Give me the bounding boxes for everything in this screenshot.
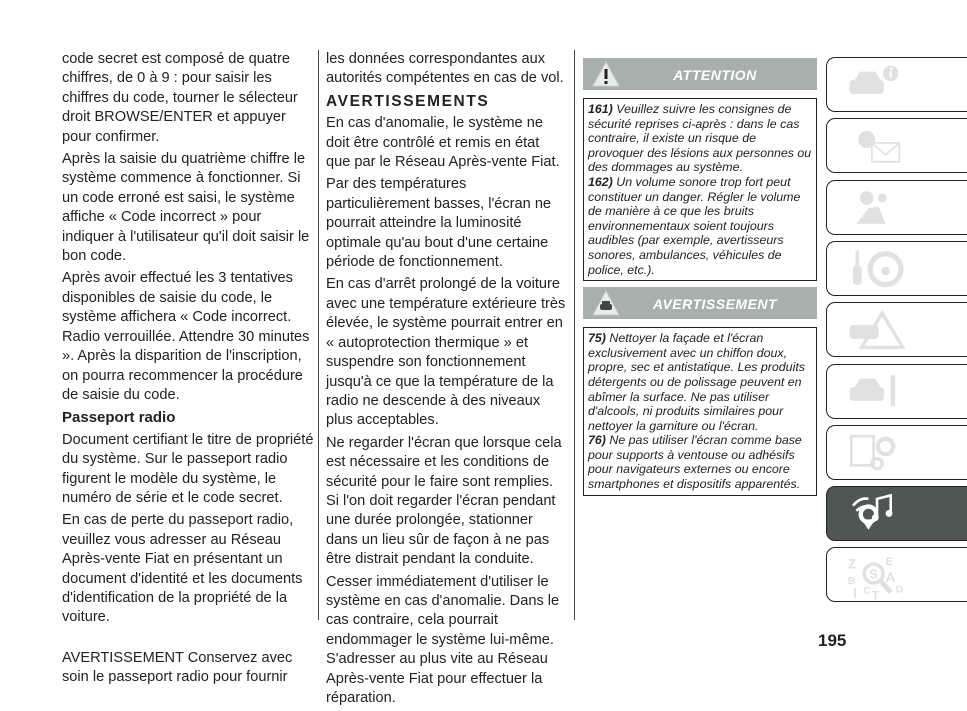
chapter-tab-technical-data[interactable] xyxy=(826,425,967,480)
note-text: Veuillez suivre les consignes de sécurité reprises ci-après : dans le cas contraire, il existe un risque de provoquer des lésions aux personnes ou des dommages au système. xyxy=(588,102,812,175)
section-heading: AVERTISSEMENTS xyxy=(326,92,490,110)
page-number: 195 xyxy=(818,631,847,650)
multimedia-icon xyxy=(837,492,917,540)
paragraph: Par des températures particulièrement basses, l'écran ne pourrait atteindre la luminosité optimale qu'au bout d'une certaine période de fonctionnement. xyxy=(326,176,552,271)
warnings-column xyxy=(583,58,817,496)
column-divider xyxy=(318,50,319,620)
note-number: 75) xyxy=(588,331,606,346)
svg-text:A: A xyxy=(885,570,896,586)
attention-box xyxy=(583,98,817,281)
chapter-tab-warning-lights[interactable] xyxy=(826,118,967,173)
chapter-tab-multimedia[interactable] xyxy=(826,486,967,541)
car-maintenance-icon xyxy=(837,370,917,418)
chapter-tab-emergency[interactable] xyxy=(826,302,967,357)
paragraph: les données correspondantes aux autorités compétentes en cas de vol. xyxy=(326,51,564,87)
section-heading: Passeport radio xyxy=(62,409,176,427)
svg-text:I: I xyxy=(853,585,857,601)
chapter-tab-index[interactable] xyxy=(826,547,967,602)
warning-lights-icon xyxy=(837,124,917,172)
note-item xyxy=(588,175,812,277)
note-text: Un volume sonore trop fort peut constituer un danger. Régler le volume de manière à ce que les bruits environnementaux soient toujours audibles (par exemple, avertisseurs sonores, ambulances, véhicules de police, etc.). xyxy=(588,174,801,277)
paragraph: Ne regarder l'écran que lorsque cela est nécessaire et les conditions de sécurité pour le faire sont remplies. Si l'on doit regarder l'écran pendant une durée prolongée, stationner dans un lieu sûr de façon à ne pas être distrait pendant la conduite. xyxy=(326,434,562,568)
chapter-tab-key-steering[interactable] xyxy=(826,241,967,296)
column-divider xyxy=(574,50,575,620)
svg-text:D: D xyxy=(895,584,904,596)
chapter-tab-car-maintenance[interactable] xyxy=(826,364,967,419)
attention-title: ATTENTION xyxy=(673,67,757,83)
index-icon xyxy=(837,553,917,601)
note-text: Nettoyer la façade et l'écran exclusivement avec un chiffon doux, propre, sec et antistatique. Les produits détergents ou de polissage peuvent en abîmer la surface. Ne pas utiliser d'alcools, ni produits similaires pour nettoyer la garniture ou l'écran. xyxy=(588,331,805,433)
paragraph: Après la saisie du quatrième chiffre le système commence à fonctionner. Si un code erroné est saisi, le système affiche « Code incorrect » pour indiquer à l'utilisateur qu'il doit saisir le bon code. xyxy=(62,151,310,265)
paragraph: Document certifiant le titre de propriété du système. Sur le passeport radio figurent le modèle du système, le numéro de série et le code secret. xyxy=(62,431,314,506)
note-item xyxy=(588,433,812,491)
note-number: 76) xyxy=(588,433,606,448)
note-number: 161) xyxy=(588,102,613,116)
paragraph: En cas de perte du passeport radio, veuillez vous adresser au Réseau Après-vente Fiat en présentant un document d'identité et les documents d'identification de la propriété de la voiture. xyxy=(62,512,303,626)
note-item xyxy=(588,331,812,433)
column-1 xyxy=(62,50,314,691)
paragraph: En cas d'anomalie, le système ne doit être contrôlé et remis en état que par le Réseau Après-vente Fiat. xyxy=(326,115,560,171)
svg-text:C: C xyxy=(863,586,871,598)
key-steering-icon xyxy=(837,247,917,295)
paragraph: code secret est composé de quatre chiffres, de 0 à 9 : pour saisir les chiffres du code, tourner le sélecteur droit BROWSE/ENTER et appuyer pour confirmer. xyxy=(62,51,298,145)
emergency-icon xyxy=(837,308,917,356)
technical-data-icon xyxy=(837,431,917,479)
svg-text:B: B xyxy=(847,576,856,588)
paragraph: En cas d'arrêt prolongé de la voiture avec une température extérieure très élevée, le système pourrait entrer en « autoprotection thermique » et suspendre son fonctionnement jusqu'à ce que la température de la radio ne descende à des niveaux plus acceptables. xyxy=(326,276,566,429)
column-2 xyxy=(326,50,566,711)
note-number: 162) xyxy=(588,174,613,189)
safety-airbag-icon xyxy=(837,186,917,234)
note-text: Ne pas utiliser l'écran comme base pour supports à ventouse ou adhésifs pour navigateurs externes ou encore smartphones et dispositifs apparentés. xyxy=(588,433,802,492)
chapter-tab-car-info[interactable] xyxy=(826,57,967,112)
svg-text:S: S xyxy=(869,567,878,583)
svg-text:E: E xyxy=(885,556,893,569)
paragraph: Après avoir effectué les 3 tentatives disponibles de saisie du code, le système affichera « Code incorrect. Radio verrouillée. Attendre 30 minutes ». Après la disparition de l'inscription, on pourra recommencer la procédure de saisie du code. xyxy=(62,270,310,403)
avertissement-header xyxy=(583,287,817,319)
svg-text:T: T xyxy=(871,588,880,603)
paragraph: Cesser immédiatement d'utiliser le système en cas d'anomalie. Dans le cas contraire, cela pourrait endommager le système lui-même. S'adresser au plus vite au Réseau Après-vente Fiat pour effectuer la réparation. xyxy=(326,573,560,706)
note-item xyxy=(588,102,812,175)
paragraph: AVERTISSEMENT Conservez avec soin le passeport radio pour fournir xyxy=(62,649,293,686)
avertissement-title: AVERTISSEMENT xyxy=(652,296,778,313)
chapter-tab-safety-airbag[interactable] xyxy=(826,180,967,235)
svg-text:Z: Z xyxy=(847,556,857,572)
car-info-icon xyxy=(837,63,917,111)
attention-header xyxy=(583,58,817,90)
avertissement-box xyxy=(583,327,817,496)
